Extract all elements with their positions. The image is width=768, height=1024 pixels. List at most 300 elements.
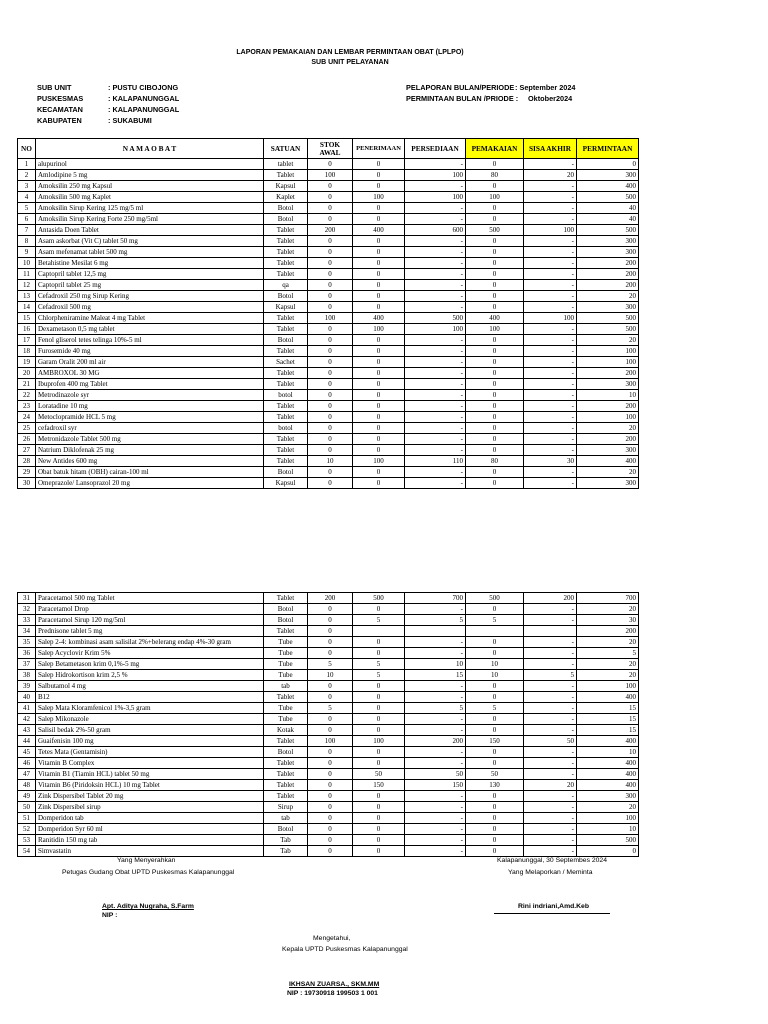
drug-table-body-part1 [18,159,639,489]
cell-supply: - [405,302,466,313]
cell-unit: qa [264,280,308,291]
cell-remaining: - [524,769,577,780]
cell-request: 500 [577,324,639,335]
cell-receipt: 0 [353,434,405,445]
cell-drug-name: Salep Betametason krim 0,1%-5 mg [36,659,264,670]
cell-unit: Tablet [264,456,308,467]
period-label: PELAPORAN BULAN/PERIODE [406,83,515,92]
cell-unit: Tablet [264,236,308,247]
cell-remaining: - [524,648,577,659]
left-sign-nip: NIP : [102,912,118,919]
cell-no: 39 [18,681,36,692]
cell-supply: - [405,390,466,401]
cell-request: 400 [577,456,639,467]
table-row [18,203,639,214]
cell-request: 15 [577,703,639,714]
cell-drug-name: Captopril tablet 12,5 mg [36,269,264,280]
table-row [18,648,639,659]
cell-remaining: 50 [524,736,577,747]
cell-request: 100 [577,412,639,423]
cell-no: 3 [18,181,36,192]
cell-remaining: - [524,637,577,648]
cell-drug-name: Salep Hidrokortison krim 2,5 % [36,670,264,681]
cell-usage: 0 [466,159,524,170]
table-row [18,335,639,346]
cell-no: 27 [18,445,36,456]
cell-remaining: - [524,258,577,269]
cell-initial-stock: 0 [308,445,353,456]
cell-remaining: - [524,835,577,846]
cell-usage: 0 [466,291,524,302]
cell-remaining: - [524,324,577,335]
cell-unit: Tablet [264,346,308,357]
cell-remaining: - [524,615,577,626]
table-row [18,714,639,725]
cell-drug-name: Amoksilin 250 mg Kapsul [36,181,264,192]
table-row [18,291,639,302]
col-header-supply: PERSEDIAAN [405,139,466,159]
cell-request: 30 [577,615,639,626]
center-sign-role: Kepala UPTD Puskesmas Kalapanunggal [282,946,408,953]
info-value: : PUSTU CIBOJONG [108,83,179,92]
cell-initial-stock: 100 [308,736,353,747]
cell-no: 52 [18,824,36,835]
cell-initial-stock: 0 [308,802,353,813]
cell-unit: Kaplet [264,192,308,203]
cell-unit: Tablet [264,401,308,412]
cell-usage: 100 [466,324,524,335]
cell-unit: Botol [264,747,308,758]
cell-usage: 150 [466,736,524,747]
cell-drug-name: Metronidazole Tablet 500 mg [36,434,264,445]
cell-remaining: - [524,423,577,434]
cell-drug-name: Antasida Doen Tablet [36,225,264,236]
cell-supply: - [405,258,466,269]
cell-receipt: 0 [353,467,405,478]
cell-no: 21 [18,379,36,390]
cell-unit: Tablet [264,593,308,604]
cell-drug-name: Vitamin B6 (Piridoksin HCL) 10 mg Tablet [36,780,264,791]
table-row [18,181,639,192]
cell-supply: - [405,846,466,857]
col-header-no: NO [18,139,36,159]
cell-receipt: 400 [353,313,405,324]
cell-unit: Tablet [264,379,308,390]
cell-initial-stock: 0 [308,626,353,637]
cell-supply: - [405,357,466,368]
cell-usage: 50 [466,769,524,780]
cell-supply: - [405,791,466,802]
cell-supply [405,626,466,637]
cell-remaining: - [524,824,577,835]
right-sign-line [494,913,610,914]
cell-unit: Kotak [264,725,308,736]
cell-drug-name: Metrodinazole syr [36,390,264,401]
cell-usage: 10 [466,659,524,670]
cell-supply: 5 [405,703,466,714]
cell-drug-name: Cefadroxil 250 mg Sirup Kering [36,291,264,302]
cell-receipt: 0 [353,346,405,357]
cell-no: 10 [18,258,36,269]
cell-remaining: - [524,659,577,670]
cell-remaining: - [524,390,577,401]
table-row [18,736,639,747]
cell-initial-stock: 0 [308,412,353,423]
cell-no: 25 [18,423,36,434]
cell-receipt: 0 [353,214,405,225]
cell-request: 300 [577,170,639,181]
cell-unit: Tube [264,714,308,725]
cell-unit: tab [264,813,308,824]
cell-initial-stock: 0 [308,401,353,412]
cell-request: 100 [577,681,639,692]
cell-unit: Tablet [264,313,308,324]
cell-drug-name: AMBROXOL 30 MG [36,368,264,379]
cell-receipt: 0 [353,604,405,615]
cell-request: 0 [577,159,639,170]
cell-no: 36 [18,648,36,659]
cell-no: 41 [18,703,36,714]
cell-initial-stock: 0 [308,181,353,192]
cell-initial-stock: 0 [308,346,353,357]
cell-remaining: - [524,181,577,192]
cell-drug-name: Betahistine Mesilat 6 mg [36,258,264,269]
cell-request: 400 [577,780,639,791]
cell-no: 20 [18,368,36,379]
cell-request: 200 [577,434,639,445]
cell-request: 200 [577,401,639,412]
cell-drug-name: Garam Oralit 200 ml air [36,357,264,368]
request-period-value: Oktober2024 [528,94,573,103]
cell-initial-stock: 0 [308,824,353,835]
cell-receipt: 0 [353,725,405,736]
cell-usage: 0 [466,214,524,225]
table-row [18,379,639,390]
cell-no: 35 [18,637,36,648]
cell-drug-name: Ibuprofen 400 mg Tablet [36,379,264,390]
cell-request: 20 [577,335,639,346]
cell-remaining [524,626,577,637]
cell-remaining: - [524,478,577,489]
cell-request: 300 [577,445,639,456]
cell-initial-stock: 0 [308,192,353,203]
cell-remaining: - [524,725,577,736]
cell-request: 5 [577,648,639,659]
cell-request: 20 [577,802,639,813]
cell-request: 300 [577,791,639,802]
cell-usage: 0 [466,269,524,280]
col-header-request: PERMINTAAN [577,139,639,159]
cell-drug-name: Guaifenisin 100 mg [36,736,264,747]
cell-remaining: - [524,846,577,857]
cell-supply: 50 [405,769,466,780]
cell-initial-stock: 0 [308,604,353,615]
cell-unit: Tablet [264,269,308,280]
cell-initial-stock: 0 [308,335,353,346]
table-row [18,692,639,703]
cell-remaining: 100 [524,225,577,236]
table-row [18,835,639,846]
cell-no: 33 [18,615,36,626]
cell-initial-stock: 0 [308,390,353,401]
cell-drug-name: Paracetamol 500 mg Tablet [36,593,264,604]
cell-usage: 0 [466,401,524,412]
cell-usage: 80 [466,170,524,181]
cell-remaining: - [524,302,577,313]
cell-receipt: 100 [353,324,405,335]
cell-remaining: - [524,335,577,346]
cell-supply: - [405,412,466,423]
cell-receipt: 0 [353,791,405,802]
cell-request: 20 [577,670,639,681]
cell-drug-name: Chlorpheniramine Maleat 4 mg Tablet [36,313,264,324]
cell-initial-stock: 0 [308,714,353,725]
cell-unit: Tube [264,648,308,659]
cell-request: 10 [577,747,639,758]
cell-initial-stock: 10 [308,456,353,467]
cell-drug-name: Paracetamol Drop [36,604,264,615]
cell-usage: 0 [466,692,524,703]
cell-initial-stock: 0 [308,648,353,659]
table-row [18,445,639,456]
cell-usage: 0 [466,467,524,478]
cell-usage: 5 [466,703,524,714]
cell-remaining: 200 [524,593,577,604]
cell-unit: Sachet [264,357,308,368]
cell-drug-name: Tetes Mata (Gentamisin) [36,747,264,758]
cell-supply: - [405,280,466,291]
cell-supply: 5 [405,615,466,626]
cell-no: 9 [18,247,36,258]
table-row [18,846,639,857]
cell-usage: 0 [466,379,524,390]
cell-unit: tablet [264,159,308,170]
cell-drug-name: cefadroxil syr [36,423,264,434]
cell-usage: 0 [466,412,524,423]
cell-request: 20 [577,637,639,648]
cell-drug-name: Salep Acyclovir Krim 5% [36,648,264,659]
cell-no: 15 [18,313,36,324]
cell-supply: - [405,747,466,758]
cell-supply: 100 [405,324,466,335]
cell-no: 47 [18,769,36,780]
cell-remaining: - [524,681,577,692]
cell-no: 19 [18,357,36,368]
cell-supply: - [405,434,466,445]
cell-drug-name: Amoksilin 500 mg Kaplet [36,192,264,203]
cell-initial-stock: 0 [308,423,353,434]
cell-remaining: - [524,714,577,725]
cell-no: 8 [18,236,36,247]
cell-drug-name: Amlodipine 5 mg [36,170,264,181]
cell-request: 15 [577,725,639,736]
cell-receipt: 0 [353,681,405,692]
cell-receipt: 0 [353,813,405,824]
cell-request: 20 [577,467,639,478]
cell-supply: - [405,401,466,412]
left-sign-name: Apt. Aditya Nugraha, S.Farm [102,903,194,910]
cell-usage: 80 [466,456,524,467]
cell-receipt: 0 [353,302,405,313]
table-row [18,659,639,670]
cell-no: 37 [18,659,36,670]
cell-initial-stock: 0 [308,379,353,390]
cell-no: 46 [18,758,36,769]
cell-supply: - [405,269,466,280]
table-row [18,791,639,802]
cell-initial-stock: 0 [308,692,353,703]
cell-unit: Tablet [264,247,308,258]
cell-receipt: 0 [353,835,405,846]
cell-receipt: 0 [353,758,405,769]
col-header-remaining: SISA AKHIR [524,139,577,159]
info-value: : SUKABUMI [108,116,152,125]
cell-receipt: 0 [353,280,405,291]
table-row [18,390,639,401]
cell-unit: Tab [264,846,308,857]
cell-remaining: - [524,412,577,423]
cell-initial-stock: 0 [308,269,353,280]
cell-usage: 0 [466,846,524,857]
cell-supply: - [405,379,466,390]
cell-remaining: - [524,280,577,291]
cell-unit: Tab [264,835,308,846]
cell-supply: - [405,445,466,456]
cell-supply: - [405,725,466,736]
cell-no: 51 [18,813,36,824]
cell-no: 26 [18,434,36,445]
cell-supply: - [405,368,466,379]
cell-drug-name: Obat batuk hitam (OBH) cairan-100 ml [36,467,264,478]
cell-drug-name: Domperidon Syr 60 ml [36,824,264,835]
cell-unit: Botol [264,615,308,626]
cell-request: 300 [577,302,639,313]
cell-remaining: 20 [524,170,577,181]
cell-unit: Tablet [264,692,308,703]
table-row [18,747,639,758]
report-title: LAPORAN PEMAKAIAN DAN LEMBAR PERMINTAAN OBAT (LPLPO) [236,49,464,56]
cell-usage: 0 [466,637,524,648]
table-row [18,159,639,170]
cell-supply: - [405,714,466,725]
table-row [18,824,639,835]
cell-drug-name: New Antides 600 mg [36,456,264,467]
cell-unit: Kapsul [264,478,308,489]
cell-initial-stock: 0 [308,302,353,313]
cell-request: 500 [577,225,639,236]
cell-request: 400 [577,692,639,703]
cell-remaining: - [524,357,577,368]
left-sign-title: Yang Menyerahkan [117,857,176,864]
cell-request: 40 [577,203,639,214]
cell-receipt: 0 [353,291,405,302]
cell-drug-name: Zink Dispersibel Tablet 20 mg [36,791,264,802]
drug-table-part2 [17,592,639,857]
cell-usage: 0 [466,714,524,725]
table-row [18,703,639,714]
cell-no: 49 [18,791,36,802]
cell-no: 5 [18,203,36,214]
cell-supply: 10 [405,659,466,670]
cell-usage: 0 [466,423,524,434]
center-sign-name: IKHSAN ZUARSA., SKM.MM [289,981,380,988]
cell-drug-name: Salep Mata Kloramfenicol 1%-3,5 gram [36,703,264,714]
cell-usage: 0 [466,813,524,824]
cell-unit: Botol [264,467,308,478]
cell-supply: - [405,692,466,703]
table-row [18,758,639,769]
cell-usage: 0 [466,824,524,835]
cell-drug-name: Omeprazole/ Lansoprazol 20 mg [36,478,264,489]
cell-drug-name: alupurinol [36,159,264,170]
cell-initial-stock: 0 [308,637,353,648]
table-row [18,170,639,181]
cell-no: 54 [18,846,36,857]
cell-receipt: 0 [353,401,405,412]
cell-receipt: 0 [353,412,405,423]
table-row [18,604,639,615]
table-row [18,670,639,681]
cell-remaining: - [524,247,577,258]
right-sign-name: Rini indriani,Amd.Keb [518,903,589,910]
cell-request: 100 [577,357,639,368]
cell-supply: - [405,236,466,247]
cell-usage: 0 [466,478,524,489]
cell-initial-stock: 0 [308,467,353,478]
cell-request: 20 [577,659,639,670]
table-row [18,401,639,412]
cell-supply: 200 [405,736,466,747]
cell-unit: Tablet [264,736,308,747]
cell-request: 300 [577,236,639,247]
cell-supply: 600 [405,225,466,236]
cell-remaining: - [524,379,577,390]
cell-request: 200 [577,280,639,291]
cell-drug-name: Salep Mikonazole [36,714,264,725]
cell-remaining: 100 [524,313,577,324]
table-row [18,269,639,280]
cell-receipt: 500 [353,593,405,604]
cell-initial-stock: 0 [308,758,353,769]
cell-unit: tab [264,681,308,692]
cell-initial-stock: 0 [308,681,353,692]
info-label: KABUPATEN [37,116,82,125]
cell-remaining: - [524,747,577,758]
info-value: : KALAPANUNGGAL [108,105,180,114]
cell-no: 30 [18,478,36,489]
cell-drug-name: Fenol gliserol tetes telinga 10%-5 ml [36,335,264,346]
cell-usage: 0 [466,203,524,214]
cell-usage: 0 [466,434,524,445]
cell-initial-stock: 200 [308,225,353,236]
cell-request: 200 [577,269,639,280]
table-row [18,324,639,335]
cell-remaining: - [524,802,577,813]
cell-unit: Sirup [264,802,308,813]
cell-unit: Botol [264,824,308,835]
cell-no: 38 [18,670,36,681]
report-subtitle: SUB UNIT PELAYANAN [311,59,389,66]
cell-no: 7 [18,225,36,236]
cell-supply: - [405,758,466,769]
cell-receipt: 0 [353,478,405,489]
cell-no: 24 [18,412,36,423]
cell-usage: 0 [466,791,524,802]
cell-initial-stock: 0 [308,280,353,291]
drug-table-part1 [17,138,639,489]
table-row [18,813,639,824]
cell-receipt: 0 [353,747,405,758]
